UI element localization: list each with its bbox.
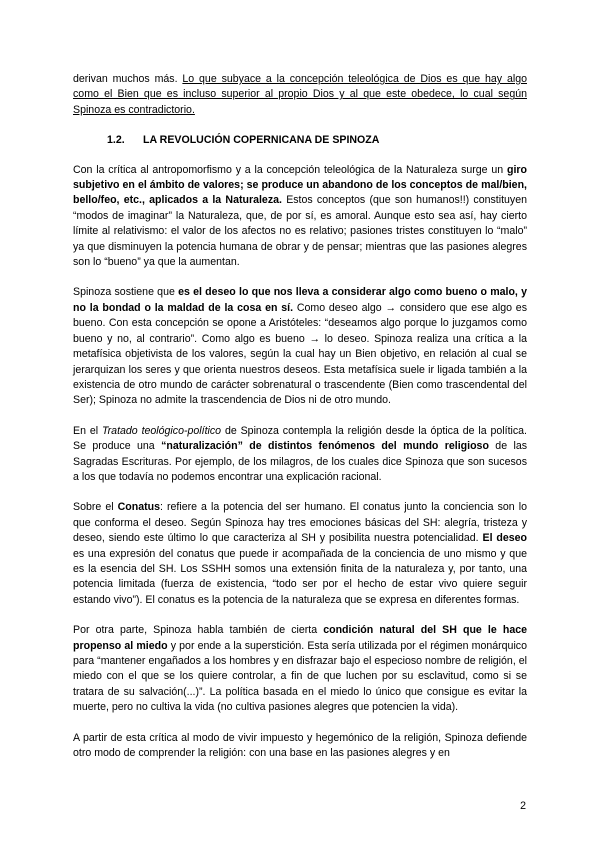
p2-text-a: Spinoza sostiene que — [73, 286, 179, 299]
p4-text-e: es una expresión del conatus que puede ir acompañada de la conciencia de uno mismo y que es la esencia del SH. Los SSHH somos una extensión finita de la naturaleza y, por tanto, una potencia limitada (fuerza de existencia, “todo ser por el hecho de estar vivo quiere seguir estando vivo”). El conatus es la potencia de la naturaleza que se expresa en diferentes formas. — [73, 547, 527, 606]
p1-bold: giro subjetivo en el ámbito de valores; se produce un abandono de los conceptos de mal/bien, bello/feo, etc., aplicados a la Naturaleza. — [73, 163, 527, 207]
p3-text-a: En el — [73, 424, 102, 437]
page-content — [73, 72, 527, 776]
intro-underlined-text: Lo que subyace a la concepción teleológica de Dios es que hay algo como el Bien que es incluso superior al propio Dios y al que este obedece, lo cual según Spinoza es contradictorio. — [73, 73, 527, 116]
p3-text-c: de Spinoza contempla la religión desde la óptica de la política. Se produce una — [73, 424, 528, 453]
p4-text-a: Sobre el — [73, 501, 118, 514]
p4-bold-conatus: Conatus — [117, 501, 160, 514]
p1-text-c: Estos conceptos (que son humanos!!) constituyen “modos de imaginar” la Naturaleza, que, de por sí, es amoral. Aunque esto sea así, hay cierto límite al relativismo: el valor de los afectos no es relativo; pasiones tristes constituyen lo “malo” ya que disminuyen la potencia humana de obrar y de pensar; mientras que las pasiones alegres son lo “bueno” ya que la aumentan. — [73, 194, 527, 269]
p4-text-c: : refiere a la potencia del ser humano. El conatus junto la conciencia son lo que conforma el deseo. Según Spinoza hay tres emociones básicas del SH: alegría, tristeza y deseo, siendo este último lo que caracteriza al SH y posibilita nuestra potencialidad. — [73, 501, 527, 545]
section-heading — [107, 133, 527, 148]
p3-italic-title: Tratado teológico-político — [101, 424, 222, 437]
p2-text-c: Como deseo algo → considero que ese algo es bueno. Con esta concepción se opone a Aristóteles: “deseamos algo porque lo juzgamos como bueno y no, al contrario”. Como algo es bueno → lo deseo. Spinoza realiza una crítica a la metafísica objetivista de los valores, según la cual hay un Bien objetivo, en relación al cual se jerarquizan los seres y que orienta nuestros deseos. Esta metafísica suele ir ligada también a la existencia de otro mundo de carácter sobrenatural o trascendente (Bien como trascendental del Ser); Spinoza no admite la trascendencia de Dios ni de otro mundo. — [73, 301, 527, 407]
intro-text: derivan muchos más. — [73, 73, 183, 85]
paragraph-3 — [73, 424, 527, 486]
p6-text-a: A partir de esta crítica al modo de vivir impuesto y hegemónico de la religión, Spinoza defiende otro modo de comprender la religión: con una base en las pasiones alegres y en — [73, 731, 527, 760]
p5-bold: condición natural del SH que le hace propenso al miedo — [73, 624, 527, 652]
page-number: 2 — [520, 800, 526, 812]
intro-paragraph — [73, 72, 527, 118]
paragraph-2 — [73, 285, 527, 408]
section-title: LA REVOLUCIÓN COPERNICANA DE SPINOZA — [143, 134, 380, 147]
p2-bold: es el deseo lo que nos lleva a considerar algo como bueno o malo, y no la bondad o la maldad de la cosa en sí. — [73, 286, 527, 314]
section-number: 1.2. — [107, 134, 125, 147]
paragraph-6 — [73, 731, 527, 762]
p3-text-e: de las Sagradas Escrituras. Por ejemplo, de los milagros, de los cuales dice Spinoza que son sucesos a los que todavía no podemos encontrar una explicación racional. — [73, 440, 528, 483]
p5-text-a: Por otra parte, Spinoza habla también de cierta — [73, 624, 324, 637]
paragraph-5 — [73, 623, 527, 715]
p5-text-c: y por ende a la superstición. Esta sería utilizada por el régimen monárquico para “mantener engañados a los hombres y en disfrazar bajo el especioso nombre de religión, el miedo con el que se los quiere controlar, a fin de que luchen por su esclavitud, como si se tratara de su salvación(...)”. La política basada en el miedo lo único que consigue es evitar la muerte, pero no cultiva la vida (no cultiva pasiones alegres que potencien la vida). — [73, 639, 527, 714]
p4-bold-deseo: El deseo — [482, 532, 527, 545]
p3-bold: “naturalización” de distintos fenómenos del mundo religioso — [161, 440, 489, 453]
p1-text-a: Con la crítica al antropomorfismo y a la concepción teleológica de la Naturaleza surge un — [73, 163, 507, 176]
paragraph-4 — [73, 500, 527, 608]
paragraph-1 — [73, 163, 527, 271]
